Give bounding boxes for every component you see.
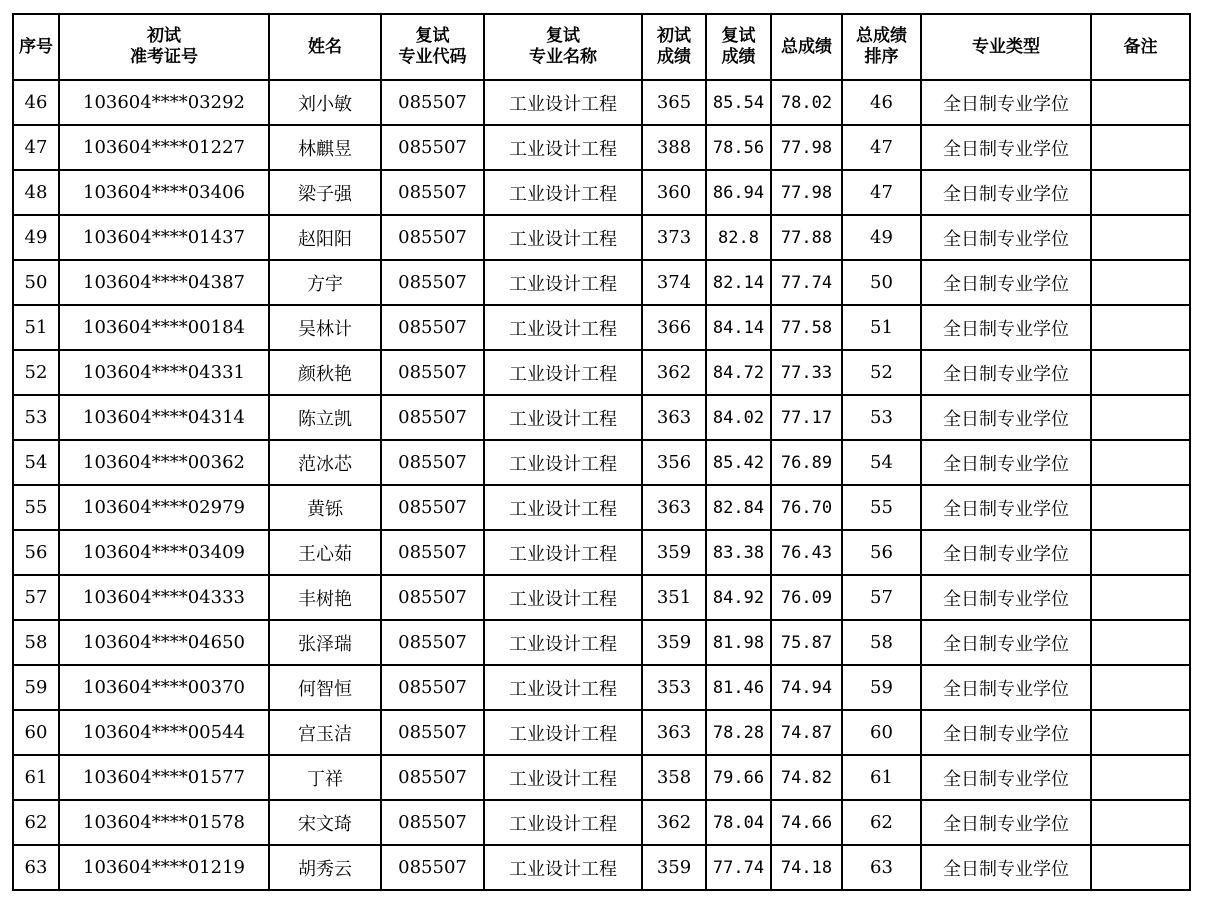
cell-name: 黄铄: [269, 485, 381, 530]
cell-seq: 46: [13, 80, 59, 125]
cell-retest-score: 81.46: [706, 665, 771, 710]
cell-remarks: [1091, 125, 1190, 170]
cell-major-name: 工业设计工程: [484, 215, 642, 260]
cell-remarks: [1091, 170, 1190, 215]
cell-major-code: 085507: [381, 530, 484, 575]
cell-major-code: 085507: [381, 395, 484, 440]
cell-initial-score: 362: [642, 350, 706, 395]
cell-total-score: 74.82: [771, 755, 842, 800]
cell-major-name: 工业设计工程: [484, 350, 642, 395]
cell-exam-id: 103604****03292: [59, 80, 269, 125]
table-row: [13, 485, 1190, 530]
table-row: [13, 620, 1190, 665]
cell-remarks: [1091, 710, 1190, 755]
cell-major-type: 全日制专业学位: [921, 80, 1091, 125]
cell-major-type: 全日制专业学位: [921, 170, 1091, 215]
cell-major-name: 工业设计工程: [484, 395, 642, 440]
cell-seq: 55: [13, 485, 59, 530]
table-row: [13, 260, 1190, 305]
cell-name: 梁子强: [269, 170, 381, 215]
cell-initial-score: 363: [642, 485, 706, 530]
cell-total-score: 77.98: [771, 170, 842, 215]
table-row: [13, 530, 1190, 575]
cell-name: 刘小敏: [269, 80, 381, 125]
table-row: [13, 215, 1190, 260]
cell-major-name: 工业设计工程: [484, 485, 642, 530]
header-remarks-line-1: 备注: [1123, 36, 1158, 57]
header-total-rank-line-1: 总成绩: [856, 26, 907, 46]
header-name-line-1: 姓名: [308, 36, 342, 57]
cell-total-rank: 47: [842, 170, 921, 215]
cell-major-code: 085507: [381, 305, 484, 350]
cell-major-type: 全日制专业学位: [921, 665, 1091, 710]
table-row: [13, 665, 1190, 710]
cell-major-code: 085507: [381, 80, 484, 125]
cell-initial-score: 374: [642, 260, 706, 305]
cell-major-name: 工业设计工程: [484, 800, 642, 845]
cell-major-type: 全日制专业学位: [921, 125, 1091, 170]
cell-major-type: 全日制专业学位: [921, 215, 1091, 260]
cell-major-type: 全日制专业学位: [921, 620, 1091, 665]
cell-major-type: 全日制专业学位: [921, 305, 1091, 350]
cell-major-type: 全日制专业学位: [921, 350, 1091, 395]
cell-exam-id: 103604****01578: [59, 800, 269, 845]
cell-total-score: 78.02: [771, 80, 842, 125]
cell-initial-score: 366: [642, 305, 706, 350]
cell-exam-id: 103604****04331: [59, 350, 269, 395]
header-initial-score: [642, 14, 706, 80]
cell-exam-id: 103604****00184: [59, 305, 269, 350]
cell-remarks: [1091, 215, 1190, 260]
cell-exam-id: 103604****03406: [59, 170, 269, 215]
header-total-score-line-1: 总成绩: [781, 36, 832, 57]
header-total-score: [771, 14, 842, 80]
cell-major-type: 全日制专业学位: [921, 710, 1091, 755]
header-major-name: [484, 14, 642, 80]
cell-major-type: 全日制专业学位: [921, 485, 1091, 530]
cell-seq: 62: [13, 800, 59, 845]
header-total-rank-line-2: 排序: [864, 47, 899, 67]
cell-retest-score: 82.14: [706, 260, 771, 305]
table-row: [13, 440, 1190, 485]
cell-major-code: 085507: [381, 665, 484, 710]
cell-major-name: 工业设计工程: [484, 575, 642, 620]
cell-total-score: 77.74: [771, 260, 842, 305]
cell-seq: 48: [13, 170, 59, 215]
cell-total-score: 77.17: [771, 395, 842, 440]
cell-total-score: 77.58: [771, 305, 842, 350]
cell-exam-id: 103604****04314: [59, 395, 269, 440]
header-major-code-line-1: 复试: [415, 26, 450, 46]
cell-initial-score: 365: [642, 80, 706, 125]
cell-major-name: 工业设计工程: [484, 710, 642, 755]
header-initial-score-line-1: 初试: [657, 26, 691, 46]
cell-remarks: [1091, 620, 1190, 665]
cell-exam-id: 103604****00362: [59, 440, 269, 485]
header-exam-id-line-2: 准考证号: [130, 47, 198, 67]
header-initial-score-line-2: 成绩: [657, 47, 691, 67]
table-row: [13, 395, 1190, 440]
cell-major-code: 085507: [381, 350, 484, 395]
cell-retest-score: 84.02: [706, 395, 771, 440]
cell-retest-score: 84.72: [706, 350, 771, 395]
cell-exam-id: 103604****01437: [59, 215, 269, 260]
header-major-name-line-1: 复试: [546, 26, 580, 46]
cell-major-type: 全日制专业学位: [921, 800, 1091, 845]
cell-total-rank: 52: [842, 350, 921, 395]
cell-seq: 63: [13, 845, 59, 890]
cell-total-rank: 53: [842, 395, 921, 440]
cell-major-name: 工业设计工程: [484, 80, 642, 125]
cell-total-score: 76.89: [771, 440, 842, 485]
cell-total-score: 74.66: [771, 800, 842, 845]
cell-major-code: 085507: [381, 440, 484, 485]
header-name: [269, 14, 381, 80]
table-row: [13, 305, 1190, 350]
cell-major-type: 全日制专业学位: [921, 440, 1091, 485]
cell-total-score: 76.43: [771, 530, 842, 575]
table-row: [13, 350, 1190, 395]
cell-seq: 59: [13, 665, 59, 710]
cell-name: 张泽瑞: [269, 620, 381, 665]
cell-initial-score: 353: [642, 665, 706, 710]
cell-initial-score: 363: [642, 710, 706, 755]
table-row: [13, 755, 1190, 800]
cell-retest-score: 83.38: [706, 530, 771, 575]
cell-major-code: 085507: [381, 170, 484, 215]
cell-retest-score: 85.54: [706, 80, 771, 125]
cell-initial-score: 359: [642, 620, 706, 665]
cell-major-name: 工业设计工程: [484, 260, 642, 305]
cell-name: 方宇: [269, 260, 381, 305]
cell-initial-score: 360: [642, 170, 706, 215]
cell-major-name: 工业设计工程: [484, 305, 642, 350]
cell-major-type: 全日制专业学位: [921, 755, 1091, 800]
cell-major-code: 085507: [381, 575, 484, 620]
cell-exam-id: 103604****04650: [59, 620, 269, 665]
cell-remarks: [1091, 800, 1190, 845]
cell-seq: 47: [13, 125, 59, 170]
cell-major-code: 085507: [381, 710, 484, 755]
cell-remarks: [1091, 530, 1190, 575]
cell-major-code: 085507: [381, 215, 484, 260]
cell-seq: 54: [13, 440, 59, 485]
cell-major-code: 085507: [381, 125, 484, 170]
cell-seq: 56: [13, 530, 59, 575]
cell-seq: 61: [13, 755, 59, 800]
cell-initial-score: 359: [642, 845, 706, 890]
cell-remarks: [1091, 350, 1190, 395]
cell-remarks: [1091, 755, 1190, 800]
cell-total-score: 76.70: [771, 485, 842, 530]
header-retest-score-line-2: 成绩: [721, 47, 756, 67]
cell-initial-score: 358: [642, 755, 706, 800]
cell-name: 陈立凯: [269, 395, 381, 440]
cell-exam-id: 103604****02979: [59, 485, 269, 530]
cell-total-rank: 51: [842, 305, 921, 350]
cell-major-code: 085507: [381, 800, 484, 845]
cell-name: 丁祥: [269, 755, 381, 800]
results-table: [12, 13, 1191, 891]
cell-initial-score: 359: [642, 530, 706, 575]
cell-seq: 49: [13, 215, 59, 260]
cell-retest-score: 82.84: [706, 485, 771, 530]
header-major-name-line-2: 专业名称: [529, 47, 597, 67]
cell-initial-score: 373: [642, 215, 706, 260]
table-row: [13, 80, 1190, 125]
cell-exam-id: 103604****01577: [59, 755, 269, 800]
cell-major-type: 全日制专业学位: [921, 845, 1091, 890]
cell-total-rank: 49: [842, 215, 921, 260]
cell-retest-score: 86.94: [706, 170, 771, 215]
table-row: [13, 125, 1190, 170]
cell-seq: 52: [13, 350, 59, 395]
cell-total-rank: 60: [842, 710, 921, 755]
cell-name: 王心茹: [269, 530, 381, 575]
cell-major-name: 工业设计工程: [484, 530, 642, 575]
cell-exam-id: 103604****01219: [59, 845, 269, 890]
table-row: [13, 845, 1190, 890]
cell-total-rank: 61: [842, 755, 921, 800]
cell-initial-score: 363: [642, 395, 706, 440]
cell-remarks: [1091, 575, 1190, 620]
cell-total-rank: 59: [842, 665, 921, 710]
cell-name: 宫玉洁: [269, 710, 381, 755]
cell-total-score: 76.09: [771, 575, 842, 620]
cell-name: 何智恒: [269, 665, 381, 710]
cell-total-score: 77.88: [771, 215, 842, 260]
cell-total-score: 74.94: [771, 665, 842, 710]
cell-exam-id: 103604****04387: [59, 260, 269, 305]
cell-major-code: 085507: [381, 755, 484, 800]
cell-total-score: 77.33: [771, 350, 842, 395]
cell-major-type: 全日制专业学位: [921, 530, 1091, 575]
cell-seq: 58: [13, 620, 59, 665]
cell-remarks: [1091, 395, 1190, 440]
cell-name: 颜秋艳: [269, 350, 381, 395]
cell-major-code: 085507: [381, 845, 484, 890]
header-exam-id-line-1: 初试: [147, 26, 181, 46]
table-row: [13, 170, 1190, 215]
cell-name: 丰树艳: [269, 575, 381, 620]
cell-name: 宋文琦: [269, 800, 381, 845]
header-retest-score: [706, 14, 771, 80]
header-seq: [13, 14, 59, 80]
cell-major-type: 全日制专业学位: [921, 575, 1091, 620]
cell-remarks: [1091, 485, 1190, 530]
cell-total-rank: 47: [842, 125, 921, 170]
cell-retest-score: 78.04: [706, 800, 771, 845]
header-total-rank: [842, 14, 921, 80]
cell-retest-score: 77.74: [706, 845, 771, 890]
cell-major-code: 085507: [381, 485, 484, 530]
header-major-code: [381, 14, 484, 80]
cell-total-score: 77.98: [771, 125, 842, 170]
cell-exam-id: 103604****01227: [59, 125, 269, 170]
cell-major-name: 工业设计工程: [484, 440, 642, 485]
results-table-container: [12, 13, 1191, 891]
cell-seq: 57: [13, 575, 59, 620]
cell-major-name: 工业设计工程: [484, 755, 642, 800]
header-row: [13, 14, 1190, 80]
cell-total-rank: 50: [842, 260, 921, 305]
cell-name: 赵阳阳: [269, 215, 381, 260]
cell-total-rank: 62: [842, 800, 921, 845]
cell-total-rank: 54: [842, 440, 921, 485]
header-major-code-line-2: 专业代码: [398, 47, 467, 67]
table-row: [13, 710, 1190, 755]
cell-major-name: 工业设计工程: [484, 125, 642, 170]
cell-name: 胡秀云: [269, 845, 381, 890]
cell-major-type: 全日制专业学位: [921, 260, 1091, 305]
cell-seq: 60: [13, 710, 59, 755]
cell-remarks: [1091, 260, 1190, 305]
cell-exam-id: 103604****00544: [59, 710, 269, 755]
cell-total-score: 74.18: [771, 845, 842, 890]
cell-remarks: [1091, 665, 1190, 710]
header-major-type: [921, 14, 1091, 80]
cell-name: 范冰芯: [269, 440, 381, 485]
cell-remarks: [1091, 440, 1190, 485]
cell-total-rank: 46: [842, 80, 921, 125]
cell-initial-score: 388: [642, 125, 706, 170]
cell-retest-score: 79.66: [706, 755, 771, 800]
cell-total-rank: 63: [842, 845, 921, 890]
cell-seq: 53: [13, 395, 59, 440]
header-retest-score-line-1: 复试: [721, 26, 756, 46]
cell-exam-id: 103604****00370: [59, 665, 269, 710]
cell-exam-id: 103604****03409: [59, 530, 269, 575]
cell-initial-score: 356: [642, 440, 706, 485]
cell-seq: 51: [13, 305, 59, 350]
cell-initial-score: 362: [642, 800, 706, 845]
cell-name: 林麒昱: [269, 125, 381, 170]
table-row: [13, 800, 1190, 845]
cell-retest-score: 84.92: [706, 575, 771, 620]
cell-major-type: 全日制专业学位: [921, 395, 1091, 440]
cell-major-name: 工业设计工程: [484, 170, 642, 215]
cell-seq: 50: [13, 260, 59, 305]
cell-exam-id: 103604****04333: [59, 575, 269, 620]
cell-remarks: [1091, 80, 1190, 125]
cell-total-score: 74.87: [771, 710, 842, 755]
cell-retest-score: 84.14: [706, 305, 771, 350]
cell-total-rank: 57: [842, 575, 921, 620]
cell-remarks: [1091, 845, 1190, 890]
header-exam-id: [59, 14, 269, 80]
cell-retest-score: 81.98: [706, 620, 771, 665]
header-remarks: [1091, 14, 1190, 80]
cell-retest-score: 78.28: [706, 710, 771, 755]
header-major-type-line-1: 专业类型: [972, 36, 1040, 57]
cell-major-code: 085507: [381, 260, 484, 305]
cell-initial-score: 351: [642, 575, 706, 620]
header-seq-line-1: 序号: [19, 36, 53, 57]
cell-retest-score: 82.8: [706, 215, 771, 260]
cell-retest-score: 78.56: [706, 125, 771, 170]
cell-total-score: 75.87: [771, 620, 842, 665]
cell-name: 吴林计: [269, 305, 381, 350]
cell-retest-score: 85.42: [706, 440, 771, 485]
table-row: [13, 575, 1190, 620]
cell-major-name: 工业设计工程: [484, 665, 642, 710]
cell-major-name: 工业设计工程: [484, 845, 642, 890]
cell-total-rank: 55: [842, 485, 921, 530]
cell-remarks: [1091, 305, 1190, 350]
cell-major-name: 工业设计工程: [484, 620, 642, 665]
cell-total-rank: 56: [842, 530, 921, 575]
cell-major-code: 085507: [381, 620, 484, 665]
cell-total-rank: 58: [842, 620, 921, 665]
